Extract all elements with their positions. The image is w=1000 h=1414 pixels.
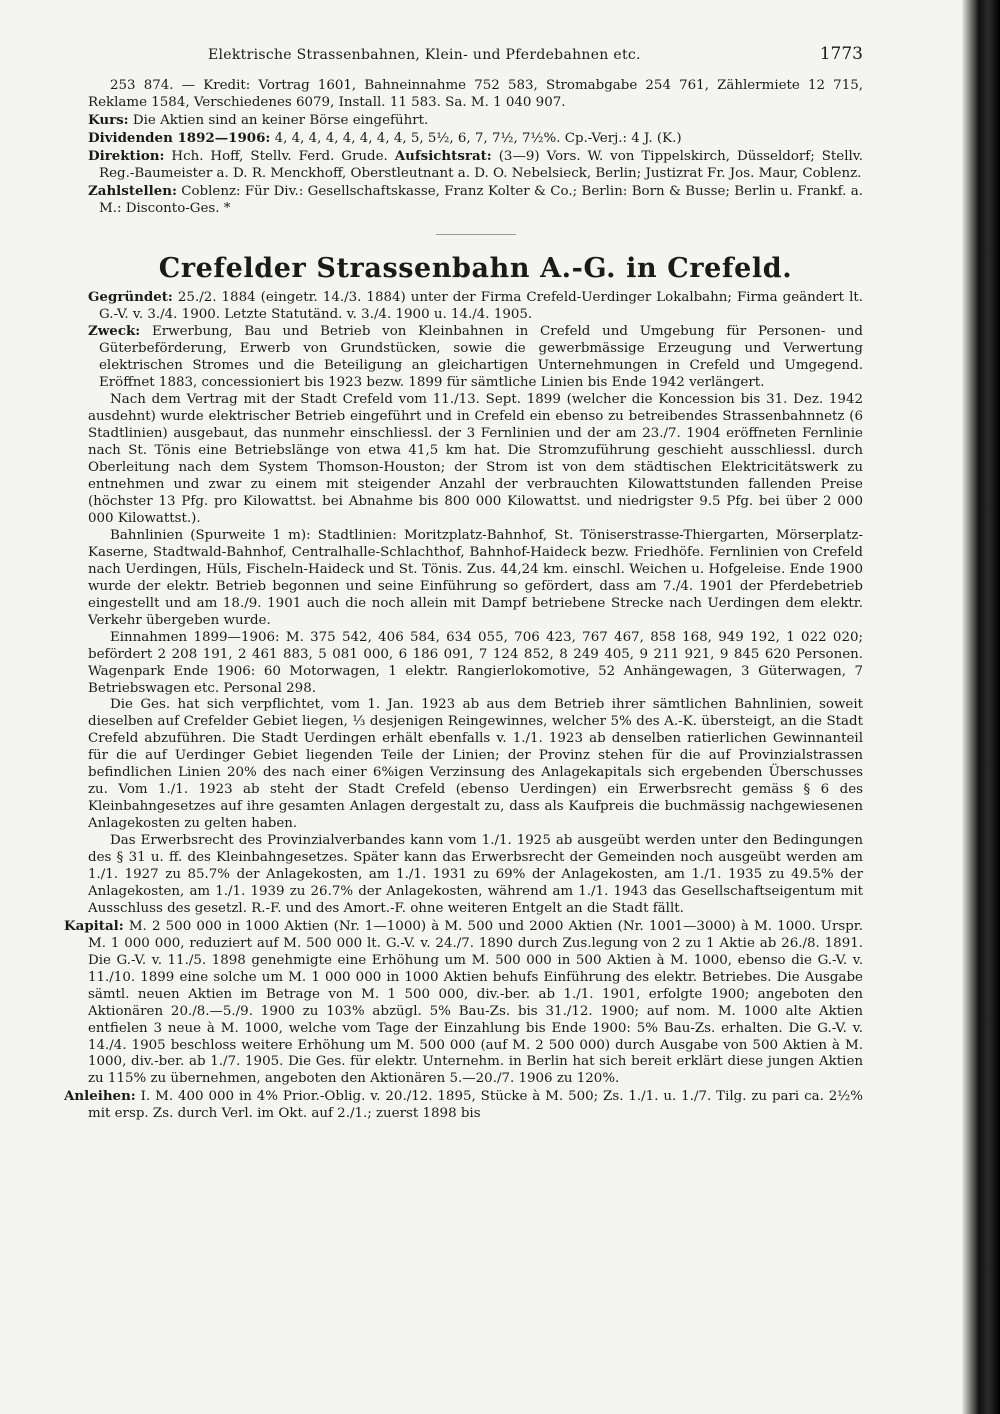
founded-label: Gegründet: [88, 288, 173, 305]
aufsichtsrat-text: (3—9) Vors. W. von Tippelskirch, Düsseldorf; Stellv. Reg.-Baumeister a. D. R. Menckhoff, Oberstleutnant a. D. O. Nebelsieck, Berlin; Justizrat Fr. Jos. Maur, Coblenz. [99, 148, 864, 181]
purpose-entry [88, 323, 863, 392]
direktion-label: Direktion: [88, 147, 165, 164]
founded-entry [88, 289, 863, 324]
kurs-text: Die Aktien sind an keiner Börse eingeführt. [128, 112, 429, 128]
dividend-text: 4, 4, 4, 4, 4, 4, 4, 4, 5, 5½, 6, 7, 7½, 7½%. Cp.-Verj.: 4 J. (K.) [270, 130, 682, 146]
paragraph-revenue: Einnahmen 1899—1906: M. 375 542, 406 584, 634 055, 706 423, 767 467, 858 168, 949 192, 1 022 020; befördert 2 208 191, 2 461 883, 5 081 000, 6 186 091, 7 124 852, 8 249 405, 9 211 921, 9 845 620 Personen. Wagenpark Ende 1906: 60 Motorwagen, 1 elektr. Rangierlokomotive, 52 Anhängewagen, 3 Güterwagen, 7 Betriebswagen etc. Personal 298. [88, 629, 863, 696]
header-title: Elektrische Strassenbahnen, Klein- und Pferdebahnen etc. [208, 47, 641, 63]
board-entry [88, 148, 863, 183]
loans-text: I. M. 400 000 in 4% Prior.-Oblig. v. 20./12. 1895, Stücke à M. 500; Zs. 1./1. u. 1./7. Tilg. zu pari ca. 2½% mit ersp. Zs. durch Verl. im Okt. auf 2./1.; zuerst 1898 bis [88, 1089, 863, 1122]
paragraph-acquisition: Das Erwerbsrecht des Provinzialverbandes kann vom 1./1. 1925 ab ausgeübt werden unter den Bedingungen des § 31 u. ff. des Kleinbahngesetzes. Später kann das Erwerbsrecht der Gemeinden noch ausgeübt werden am 1./1. 1927 zu 85.7% der Anlagekosten, am 1./1. 1931 zu 69% der Anlagekosten, am 1./1. 1935 zu 49.5% der Anlagekosten, am 1./1. 1939 zu 26.7% der Anlagekosten, während am 1./1. 1943 das Gesellschaftseigentum mit Ausschluss des gesetzl. R.-F. und des Amort.-F. ohne weiteren Entgelt an die Stadt fällt. [88, 833, 863, 916]
running-header [88, 46, 863, 64]
zahlstellen-text: Coblenz: Für Div.: Gesellschaftskasse, Franz Kolter & Co.; Berlin: Born & Busse; Berlin u. Frankf. a. M.: Disconto-Ges. * [99, 183, 863, 216]
credit-line: 253 874. — Kredit: Vortrag 1601, Bahneinnahme 752 583, Stromabgabe 254 761, Zählermiete 12 715, Reklame 1584, Verschiedenes 6079, Install. 11 583. Sa. M. 1 040 907. [88, 77, 863, 110]
page-number: 1773 [819, 44, 863, 64]
company-heading: Crefelder Strassenbahn A.-G. in Crefeld. [158, 252, 793, 284]
capital-label: Kapital: [64, 917, 124, 934]
dividend-label: Dividenden 1892—1906: [88, 129, 271, 146]
capital-entry [64, 918, 863, 1089]
paragraph-obligations: Die Ges. hat sich verpflichtet, vom 1. Jan. 1923 ab aus dem Betrieb ihrer sämtlichen Bahnlinien, soweit dieselben auf Crefelder Gebiet liegen, ⅓ desjenigen Reingewinnes, welcher 5% des A.-K. übersteigt, an die Stadt Crefeld abzuführen. Die Stadt Uerdingen erhält ebenfalls v. 1./1. 1923 ab denselben ratierlichen Gewinnanteil für die auf Uerdinger Gebiet liegenden Teile der Linien; der Provinz stehen für die auf Provinzialstrassen befindlichen Linien 20% des nach einer 6%igen Verzinsung des Anlagekapitals sich ergebenden Überschusses zu. Vom 1./1. 1923 ab steht der Stadt Crefeld (ebenso Uerdingen) ein Erwerbsrecht gemäss § 6 des Kleinbahngesetzes auf ihre gesamten Anlagen dergestalt zu, dass als Kaufpreis die buchmässig nachgewiesenen Anlagekosten zu gelten haben. [88, 697, 863, 832]
loans-label: Anleihen: [64, 1088, 136, 1105]
paragraph-contract: Nach dem Vertrag mit der Stadt Crefeld vom 11./13. Sept. 1899 (welcher die Koncession bis 31. Dez. 1942 ausdehnt) wurde elektrischer Betrieb eingeführt und in Crefeld ein ebenso zu betreibendes Strassenbahnnetz (6 Stadtlinien) ausgebaut, das nunmehr einschliessl. der 3 Fernlinien und der am 23./7. 1904 eröffneten Fernlinie nach St. Tönis eine Betriebslänge von etwa 41,5 km hat. Die Stromzuführung geschieht ausschliessl. durch Oberleitung nach dem System Thomson-Houston; der Strom ist von dem städtischen Elektricitätswerk zu entnehmen und zwar zu einem mit steigender Anzahl der verbrauchten Kilowattstunden fallenden Preise (höchster 13 Pfg. pro Kilowattst. bei Abnahme bis 800 000 Kilowattst. und niedrigster 9.5 Pfg. bei über 2 000 000 Kilowattst.). [88, 392, 863, 526]
dividend-entry [88, 130, 863, 148]
zahlstellen-label: Zahlstellen: [88, 182, 177, 199]
kurs-entry [88, 112, 863, 130]
capital-text: M. 2 500 000 in 1000 Aktien (Nr. 1—1000) à M. 500 und 2000 Aktien (Nr. 1001—3000) à M. 1000. Urspr. M. 1 000 000, reduziert auf M. 500 000 lt. G.-V. v. 24./7. 1890 durch Zus.legung von 2 zu 1 Aktie ab 26./8. 1891. Die G.-V. v. 11./5. 1898 genehmigte eine Erhöhung um M. 500 000 in 500 Aktien à M. 1000, ebenso die G.-V. v. 11./10. 1899 eine solche um M. 1 000 000 in 1000 Aktien behufs Einführung des elektr. Betriebes. Die Ausgabe sämtl. neuen Aktien im Betrage von M. 1 500 000, div.-ber. ab 1./1. 1901, erfolgte 1900; angeboten den Aktionären 20./8.—5./9. 1900 zu 103% abzügl. 5% Bau-Zs. bis 31./12. 1900; auf nom. M. 1000 alte Aktien entfielen 3 neue à M. 1000, welche vom Tage der Einzahlung bis Ende 1900: 5% Bau-Zs. erhalten. Die G.-V. v. 14./4. 1905 beschloss weitere Erhöhung um M. 500 000 (auf M. 2 500 000) durch Ausgabe von 500 Aktien à M. 1000, div.-ber. ab 1./7. 1905. Die Ges. für elektr. Unternehm. in Berlin hat sich bereit erklärt diese jungen Aktien zu 115% zu übernehmen, angeboten den Aktionären 5.—20./7. 1906 zu 120%. [88, 918, 863, 1087]
paragraph-lines: Bahnlinien (Spurweite 1 m): Stadtlinien: Moritzplatz-Bahnhof, St. Töniserstrasse-Thiergarten, Mörserplatz-Kaserne, Stadtwald-Bahnhof, Centralhalle-Schlachthof, Bahnhof-Haideck bezw. Friedhöfe. Fernlinien von Crefeld nach Uerdingen, Hüls, Fischeln-Haideck und St. Tönis. Zus. 44,24 km. einschl. Weichen u. Hofgeleise. Ende 1900 wurde der elektr. Betrieb begonnen und seine Einführung so gefördert, dass am 7./4. 1901 der Pferdebetrieb eingestellt und am 18./9. 1901 auch die noch allein mit Dampf betriebene Strecke nach Uerdingen dem elektr. Verkehr übergeben wurde. [88, 527, 863, 628]
zahlstellen-entry [88, 183, 863, 218]
document-page [64, 44, 864, 1123]
scan-edge-shadow [962, 0, 1000, 1414]
founded-text: 25./2. 1884 (eingetr. 14./3. 1884) unter der Firma Crefeld-Uerdinger Lokalbahn; Firma geändert lt. G.-V. v. 3./4. 1900. Letzte Statutänd. v. 3./4. 1900 u. 14./4. 1905. [99, 289, 863, 322]
direktion-text: Hch. Hoff, Stellv. Ferd. Grude. [164, 148, 388, 164]
purpose-label: Zweck: [88, 323, 141, 340]
aufsichtsrat-label: Aufsichtsrat: [394, 147, 492, 164]
section-divider [436, 234, 516, 235]
purpose-text: Erwerbung, Bau und Betrieb von Kleinbahnen in Crefeld und Umgebung für Personen- und Güterbeförderung, Erwerb von Grundstücken, sowie die gewerbmässige Erzeugung und Verwertung elektrischen Stromes und die Beteiligung an gleichartigen Unternehmungen in Crefeld und Umgegend. Eröffnet 1883, concessioniert bis 1923 bezw. 1899 für sämtliche Linien bis Ende 1942 verlängert. [99, 324, 863, 391]
loans-entry [64, 1088, 863, 1123]
kurs-label: Kurs: [88, 111, 129, 128]
